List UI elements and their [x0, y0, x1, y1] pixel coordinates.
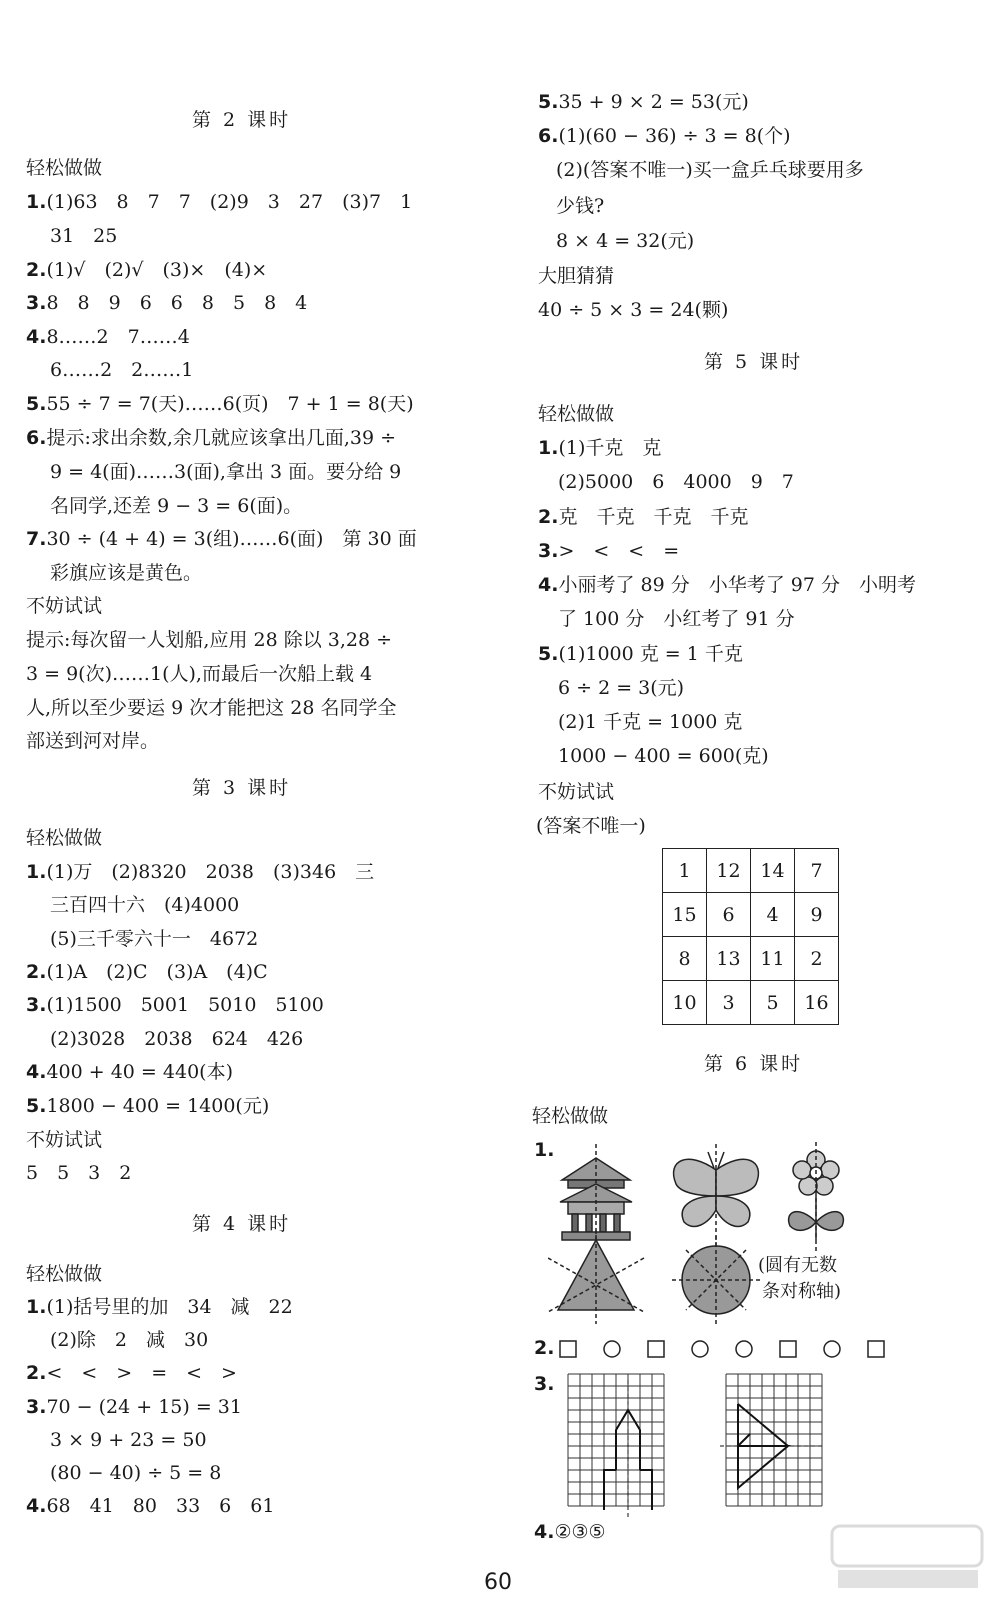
l5-q5-line3: (2)1 千克 = 1000 克 — [558, 711, 743, 733]
l3-q3-line1: 3.(1)1500 5001 5010 5100 — [26, 994, 324, 1016]
circle-shape — [824, 1341, 840, 1357]
l3-q1-line1: 1.(1)万 (2)8320 2038 (3)346 三 — [26, 861, 375, 883]
l5-q5-line1: 5.(1)1000 克 = 1 千克 — [538, 643, 743, 665]
square-shape — [648, 1341, 664, 1357]
lesson-2-subheading-easy: 轻松做做 — [26, 157, 103, 179]
l5-q5-line4: 1000 − 400 = 600(克) — [558, 745, 769, 767]
l3-q5: 5.1800 − 400 = 1400(元) — [26, 1095, 270, 1117]
page-number: 60 — [484, 1570, 512, 1595]
l2-try-line2: 3 = 9(次)……1(人),而最后一次船上载 4 — [26, 663, 373, 685]
circle-figure — [672, 1236, 760, 1324]
magic-cell: 14 — [751, 849, 795, 893]
circle-shape — [604, 1341, 620, 1357]
magic-cell: 3 — [707, 981, 751, 1025]
lesson-2-subheading-try: 不妨试试 — [26, 595, 103, 617]
l3-try: 5 5 3 2 — [26, 1162, 132, 1184]
l5-q4-line2: 了 100 分 小红考了 91 分 — [558, 608, 795, 630]
lesson-6-title: 第 6 课时 — [704, 1053, 804, 1075]
lesson-2-title: 第 2 课时 — [192, 109, 292, 131]
l2-q3: 3.8 8 9 6 6 8 5 8 4 — [26, 292, 308, 314]
square-shape — [868, 1341, 884, 1357]
magic-cell: 9 — [795, 893, 839, 937]
arrow-figure — [720, 1404, 822, 1488]
magic-cell: 15 — [663, 893, 707, 937]
l2-q5: 5.55 ÷ 7 = 7(天)……6(页) 7 + 1 = 8(天) — [26, 393, 414, 415]
l5-try-note: (答案不唯一) — [536, 815, 646, 837]
l3-q3-line2: (2)3028 2038 624 426 — [50, 1028, 304, 1050]
l4-q2: 2.< < > = < > — [26, 1362, 237, 1384]
magic-cell: 4 — [751, 893, 795, 937]
l2-q1-line1: 1.(1)63 8 7 7 (2)9 3 27 (3)7 1 — [26, 191, 413, 213]
lesson-3-title: 第 3 课时 — [192, 777, 292, 799]
l2-q7-line1: 7.30 ÷ (4 + 4) = 3(组)……6(面) 第 30 面 — [26, 528, 417, 550]
l6-q2-number: 2. — [534, 1337, 555, 1359]
l5-q1-line1: 1.(1)千克 克 — [538, 437, 662, 459]
l2-try-line3: 人,所以至少要运 9 次才能把这 28 名同学全 — [26, 697, 397, 719]
l4-q3-line3: (80 − 40) ÷ 5 = 8 — [50, 1462, 222, 1484]
l2-try-line4: 部送到河对岸。 — [26, 730, 160, 752]
magic-cell: 12 — [707, 849, 751, 893]
guess-answer: 40 ÷ 5 × 3 = 24(颗) — [538, 299, 729, 321]
r-q6-line3: 少钱? — [556, 195, 605, 217]
magic-cell: 13 — [707, 937, 751, 981]
lesson-3-subheading-try: 不妨试试 — [26, 1129, 103, 1151]
watermark-logo — [828, 1520, 988, 1595]
l3-q1-line3: (5)三千零六十一 4672 — [50, 928, 259, 950]
magic-cell: 10 — [663, 981, 707, 1025]
magic-cell: 6 — [707, 893, 751, 937]
l3-q2: 2.(1)A (2)C (3)A (4)C — [26, 961, 268, 983]
l6-q3-grids — [560, 1370, 840, 1520]
lesson-5-subheading-try: 不妨试试 — [538, 781, 615, 803]
l6-q1-number: 1. — [534, 1139, 555, 1161]
lesson-4-subheading-easy: 轻松做做 — [26, 1263, 103, 1285]
l2-q6-line3: 名同学,还差 9 − 3 = 6(面)。 — [50, 495, 303, 517]
l6-q4: 4.②③⑤ — [534, 1521, 606, 1543]
circle-shape — [692, 1341, 708, 1357]
l5-q3: 3.> < < = — [538, 540, 680, 562]
magic-cell: 16 — [795, 981, 839, 1025]
magic-cell: 1 — [663, 849, 707, 893]
circle-note-line1: (圆有无数 — [758, 1255, 838, 1276]
l5-q5-line2: 6 ÷ 2 = 3(元) — [558, 677, 685, 699]
lesson-5-subheading-easy: 轻松做做 — [538, 403, 615, 425]
l2-q7-line2: 彩旗应该是黄色。 — [50, 562, 203, 584]
l5-q4-line1: 4.小丽考了 89 分 小华考了 97 分 小明考 — [538, 574, 916, 596]
flower-figure — [789, 1142, 844, 1252]
l3-q1-line2: 三百四十六 (4)4000 — [50, 894, 240, 916]
r-q5: 5.35 + 9 × 2 = 53(元) — [538, 91, 749, 113]
subheading-guess: 大胆猜猜 — [538, 265, 615, 287]
l3-q4: 4.400 + 40 = 440(本) — [26, 1061, 233, 1083]
l2-try-line1: 提示:每次留一人划船,应用 28 除以 3,28 ÷ — [26, 629, 393, 651]
circle-note-line2: 条对称轴) — [762, 1281, 842, 1302]
magic-cell: 5 — [751, 981, 795, 1025]
l2-q4-line2: 6……2 2……1 — [50, 359, 194, 381]
magic-cell: 7 — [795, 849, 839, 893]
butterfly-figure — [674, 1144, 759, 1252]
square-shape — [780, 1341, 796, 1357]
magic-cell: 11 — [751, 937, 795, 981]
lesson-3-subheading-easy: 轻松做做 — [26, 827, 103, 849]
pavilion-figure — [560, 1144, 632, 1252]
magic-cell: 2 — [795, 937, 839, 981]
r-q6-line1: 6.(1)(60 − 36) ÷ 3 = 8(个) — [538, 125, 791, 147]
l4-q3-line1: 3.70 − (24 + 15) = 31 — [26, 1396, 242, 1418]
magic-square — [662, 848, 839, 1025]
lesson-6-subheading-easy: 轻松做做 — [532, 1105, 609, 1127]
l4-q1-line2: (2)除 2 减 30 — [50, 1329, 209, 1351]
l2-q1-line2: 31 25 — [50, 225, 118, 247]
lesson-4-title: 第 4 课时 — [192, 1213, 292, 1235]
l2-q4-line1: 4.8……2 7……4 — [26, 326, 190, 348]
magic-cell: 8 — [663, 937, 707, 981]
lesson-5-title: 第 5 课时 — [704, 351, 804, 373]
l2-q6-line1: 6.提示:求出余数,余几就应该拿出几面,39 ÷ — [26, 427, 397, 449]
l6-q3-number: 3. — [534, 1373, 555, 1395]
square-shape — [560, 1341, 576, 1357]
l4-q4: 4.68 41 80 33 6 61 — [26, 1495, 275, 1517]
l4-q3-line2: 3 × 9 + 23 = 50 — [50, 1429, 207, 1451]
l2-q6-line2: 9 = 4(面)……3(面),拿出 3 面。要分给 9 — [50, 461, 402, 483]
l4-q1-line1: 1.(1)括号里的加 34 减 22 — [26, 1296, 293, 1318]
triangle-figure — [548, 1230, 644, 1324]
r-q6-line4: 8 × 4 = 32(元) — [556, 230, 695, 252]
l2-q2: 2.(1)√ (2)√ (3)× (4)× — [26, 259, 268, 281]
l5-q2: 2.克 千克 千克 千克 — [538, 506, 749, 528]
r-q6-line2: (2)(答案不唯一)买一盒乒乓球要用多 — [556, 159, 864, 181]
l6-q2-shapes — [558, 1336, 898, 1362]
l5-q1-line2: (2)5000 6 4000 9 7 — [558, 471, 794, 493]
circle-shape — [736, 1341, 752, 1357]
